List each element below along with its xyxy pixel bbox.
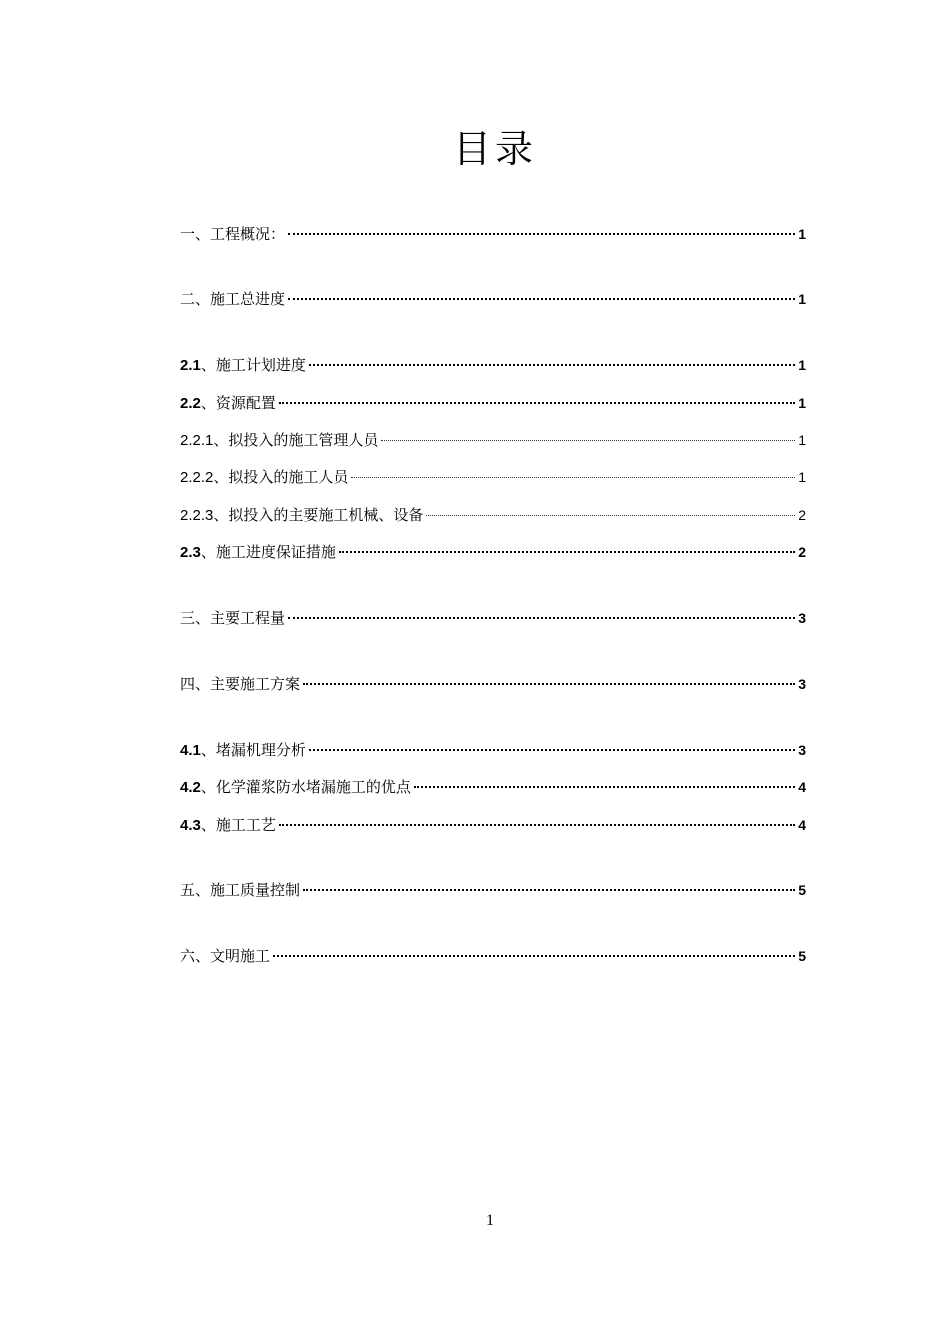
toc-entry-4-1[interactable] (180, 740, 806, 760)
page-title: 目录 (452, 127, 537, 171)
toc-entry-label: 、资源配置 (200, 394, 276, 412)
toc-entry-6[interactable] (180, 946, 806, 966)
dot-leader (381, 440, 795, 441)
dot-leader (303, 889, 795, 891)
toc-entry-4-2[interactable] (180, 777, 806, 797)
toc-page-number: 4 (798, 779, 806, 795)
toc-entry-label: 、拟投入的施工管理人员 (213, 431, 379, 449)
toc-entry-2-2[interactable] (180, 393, 806, 413)
toc-page-number: 2 (798, 544, 806, 560)
toc-entry-number: 2.2.1 (180, 432, 214, 449)
toc-entry-4-3[interactable] (180, 815, 806, 835)
toc-page-number: 3 (798, 676, 806, 692)
toc-entry-2-1[interactable] (180, 355, 806, 375)
dot-leader (273, 955, 795, 957)
toc-page-number: 1 (798, 357, 806, 373)
toc-page-number: 1 (798, 395, 806, 411)
toc-entry-4[interactable] (180, 674, 806, 694)
dot-leader (279, 824, 795, 826)
toc-entry-number: 2.2.2 (180, 469, 214, 486)
toc-entry-label: 、堵漏机理分析 (200, 741, 306, 759)
dot-leader (351, 477, 795, 478)
toc-entry-label: 、拟投入的施工人员 (213, 468, 349, 486)
toc-page-number: 3 (798, 742, 806, 758)
toc-entry-2-2-3[interactable] (180, 505, 806, 525)
toc-entry-label: 、施工工艺 (200, 816, 276, 834)
toc-entry-3[interactable] (180, 608, 806, 628)
toc-page-number: 1 (798, 432, 806, 448)
toc-entry-5[interactable] (180, 880, 806, 900)
dot-leader (288, 298, 795, 300)
toc-entry-2-2-2[interactable] (180, 467, 806, 487)
dot-leader (339, 551, 795, 553)
toc-page-number: 5 (798, 948, 806, 964)
toc-page-number: 1 (798, 469, 806, 485)
toc-page-number: 1 (798, 226, 806, 242)
toc-entry-label: 、拟投入的主要施工机械、设备 (213, 506, 424, 524)
dot-leader (303, 683, 795, 685)
dot-leader (309, 749, 795, 751)
toc-page-number: 1 (798, 291, 806, 307)
dot-leader (414, 786, 795, 788)
toc-entry-number: 2.1 (180, 357, 201, 374)
toc-entry-label: 三、主要工程量 (180, 609, 286, 627)
toc-entry-number: 2.2 (180, 395, 201, 412)
toc-entry-label: 二、施工总进度 (180, 290, 286, 308)
toc-page-number: 2 (798, 507, 806, 523)
toc-entry-2-2-1[interactable] (180, 430, 806, 450)
dot-leader (288, 617, 795, 619)
toc-entry-label: 六、文明施工 (180, 947, 271, 965)
toc-entry-label: 、施工进度保证措施 (200, 543, 336, 561)
toc-page-number: 5 (798, 882, 806, 898)
dot-leader (426, 515, 795, 516)
toc-entry-label: 、施工计划进度 (200, 356, 306, 374)
toc-entry-label: 四、主要施工方案 (180, 675, 301, 693)
dot-leader (279, 402, 795, 404)
toc-entry-label: 一、工程概况： (180, 225, 286, 243)
toc-page-number: 3 (798, 610, 806, 626)
toc-entry-number: 4.3 (180, 817, 201, 834)
toc-entry-1[interactable] (180, 224, 806, 244)
toc-entry-number: 2.3 (180, 544, 201, 561)
dot-leader (309, 364, 795, 366)
page-footer-number: 1 (486, 1212, 494, 1229)
toc-entry-2[interactable] (180, 289, 806, 309)
toc-entry-number: 4.2 (180, 779, 201, 796)
toc-page-number: 4 (798, 817, 806, 833)
toc-entry-label: 、化学灌浆防水堵漏施工的优点 (200, 778, 411, 796)
toc-entry-number: 4.1 (180, 742, 201, 759)
toc-entry-label: 五、施工质量控制 (180, 881, 301, 899)
toc-entry-number: 2.2.3 (180, 507, 214, 524)
toc-entry-2-3[interactable] (180, 542, 806, 562)
dot-leader (288, 233, 795, 235)
